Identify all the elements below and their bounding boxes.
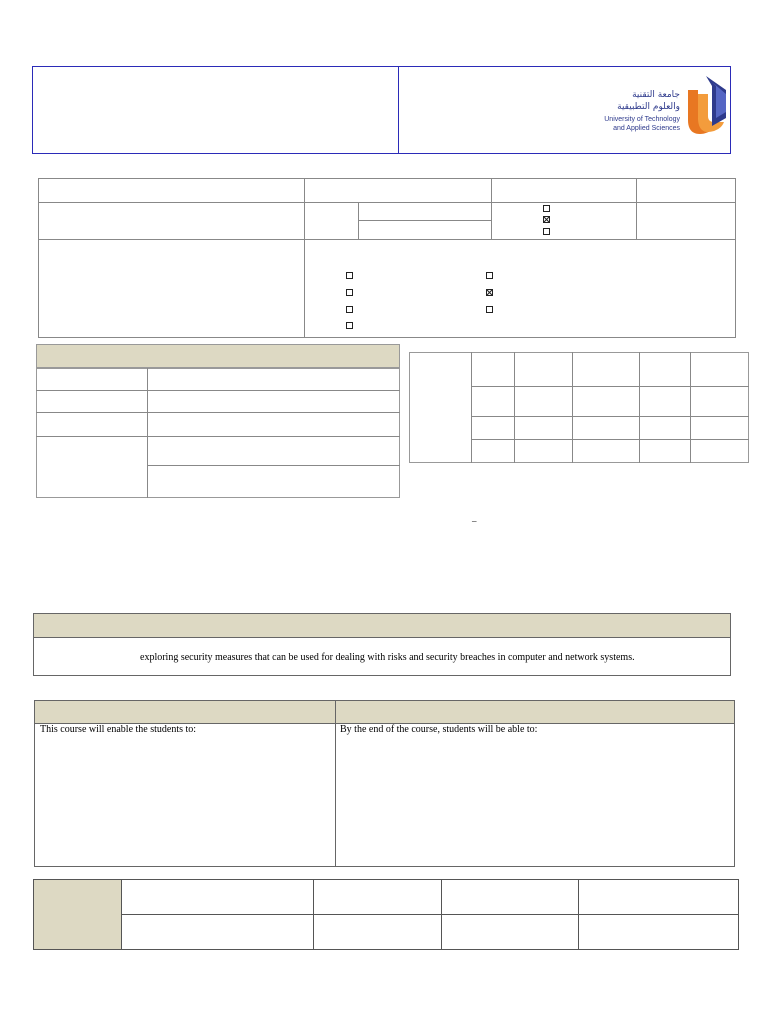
left-table-row-line	[36, 390, 400, 391]
checkbox-checked[interactable]	[543, 216, 550, 223]
left-table-header	[36, 344, 400, 368]
left-table-row-line	[147, 465, 400, 466]
right-grid-row-line	[471, 416, 749, 417]
course-info-col-line	[358, 202, 359, 239]
right-grid-col-line	[690, 352, 691, 463]
logo-english-line1: University of Technology	[604, 116, 680, 123]
right-grid-row-line	[471, 386, 749, 387]
course-info-row-line	[38, 202, 736, 203]
checkbox[interactable]	[346, 322, 353, 329]
checkbox[interactable]	[543, 205, 550, 212]
header-divider	[398, 66, 399, 154]
course-info-col-line	[636, 178, 637, 239]
left-table-row-line	[36, 412, 400, 413]
left-table	[36, 368, 400, 498]
course-info-col-line	[491, 178, 492, 239]
checkbox[interactable]	[543, 228, 550, 235]
logo-english-line2: and Applied Sciences	[613, 125, 680, 132]
course-info-row-line	[38, 239, 736, 240]
course-info-row-line	[358, 220, 492, 221]
logo-mark-icon	[686, 72, 730, 136]
logo-arabic-line2: والعلوم التطبيقية	[617, 102, 680, 112]
left-table-col-line	[147, 368, 148, 498]
right-grid-row-line	[471, 439, 749, 440]
objectives-left-text: This course will enable the students to:	[40, 724, 197, 735]
right-grid-col-line	[639, 352, 640, 463]
bottom-table-row-line	[121, 914, 739, 915]
checkbox-checked[interactable]	[486, 289, 493, 296]
logo-arabic-line1: جامعة التقنية	[632, 90, 680, 100]
right-grid-col-line	[514, 352, 515, 463]
right-grid-col-line	[572, 352, 573, 463]
dash-mark: –	[472, 516, 477, 526]
course-description-text: exploring security measures that can be used for dealing with risks and security breaches in computer and network systems.	[140, 652, 635, 663]
left-table-row-line	[36, 436, 400, 437]
checkbox[interactable]	[486, 272, 493, 279]
description-header	[33, 613, 731, 638]
bottom-table-label-cell	[34, 880, 121, 949]
right-grid-col-line	[471, 352, 472, 463]
course-info-col-line	[304, 178, 305, 338]
checkbox[interactable]	[346, 306, 353, 313]
university-logo	[590, 72, 730, 138]
right-grid-table	[409, 352, 749, 463]
checkbox[interactable]	[486, 306, 493, 313]
objectives-body	[34, 723, 735, 867]
checkbox[interactable]	[346, 289, 353, 296]
objectives-header	[34, 700, 735, 724]
objectives-right-text: By the end of the course, students will be able to:	[340, 724, 538, 735]
objectives-divider	[335, 700, 336, 867]
checkbox[interactable]	[346, 272, 353, 279]
